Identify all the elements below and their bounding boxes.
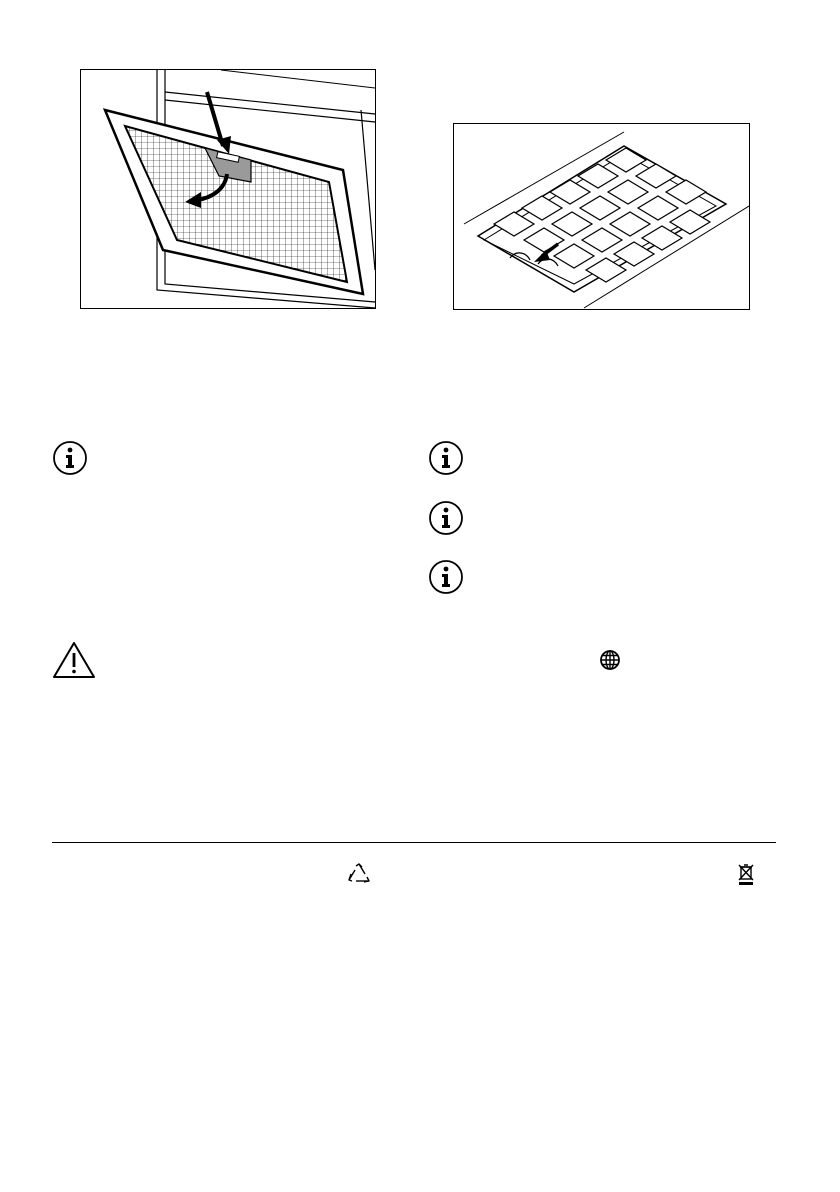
info-icon	[428, 440, 464, 481]
info-icon	[52, 440, 88, 481]
grease-filter-illustration	[81, 70, 375, 308]
grease-filter-removal-figure	[80, 69, 376, 309]
recycle-icon	[347, 862, 371, 891]
warning-triangle-icon	[52, 641, 96, 684]
info-icon	[428, 559, 464, 600]
info-icon	[428, 500, 464, 541]
section-divider	[52, 842, 776, 843]
carbon-filter-illustration	[454, 124, 749, 309]
crossed-out-bin-icon	[736, 862, 756, 891]
carbon-filter-figure	[453, 123, 750, 310]
globe-icon	[599, 649, 621, 676]
